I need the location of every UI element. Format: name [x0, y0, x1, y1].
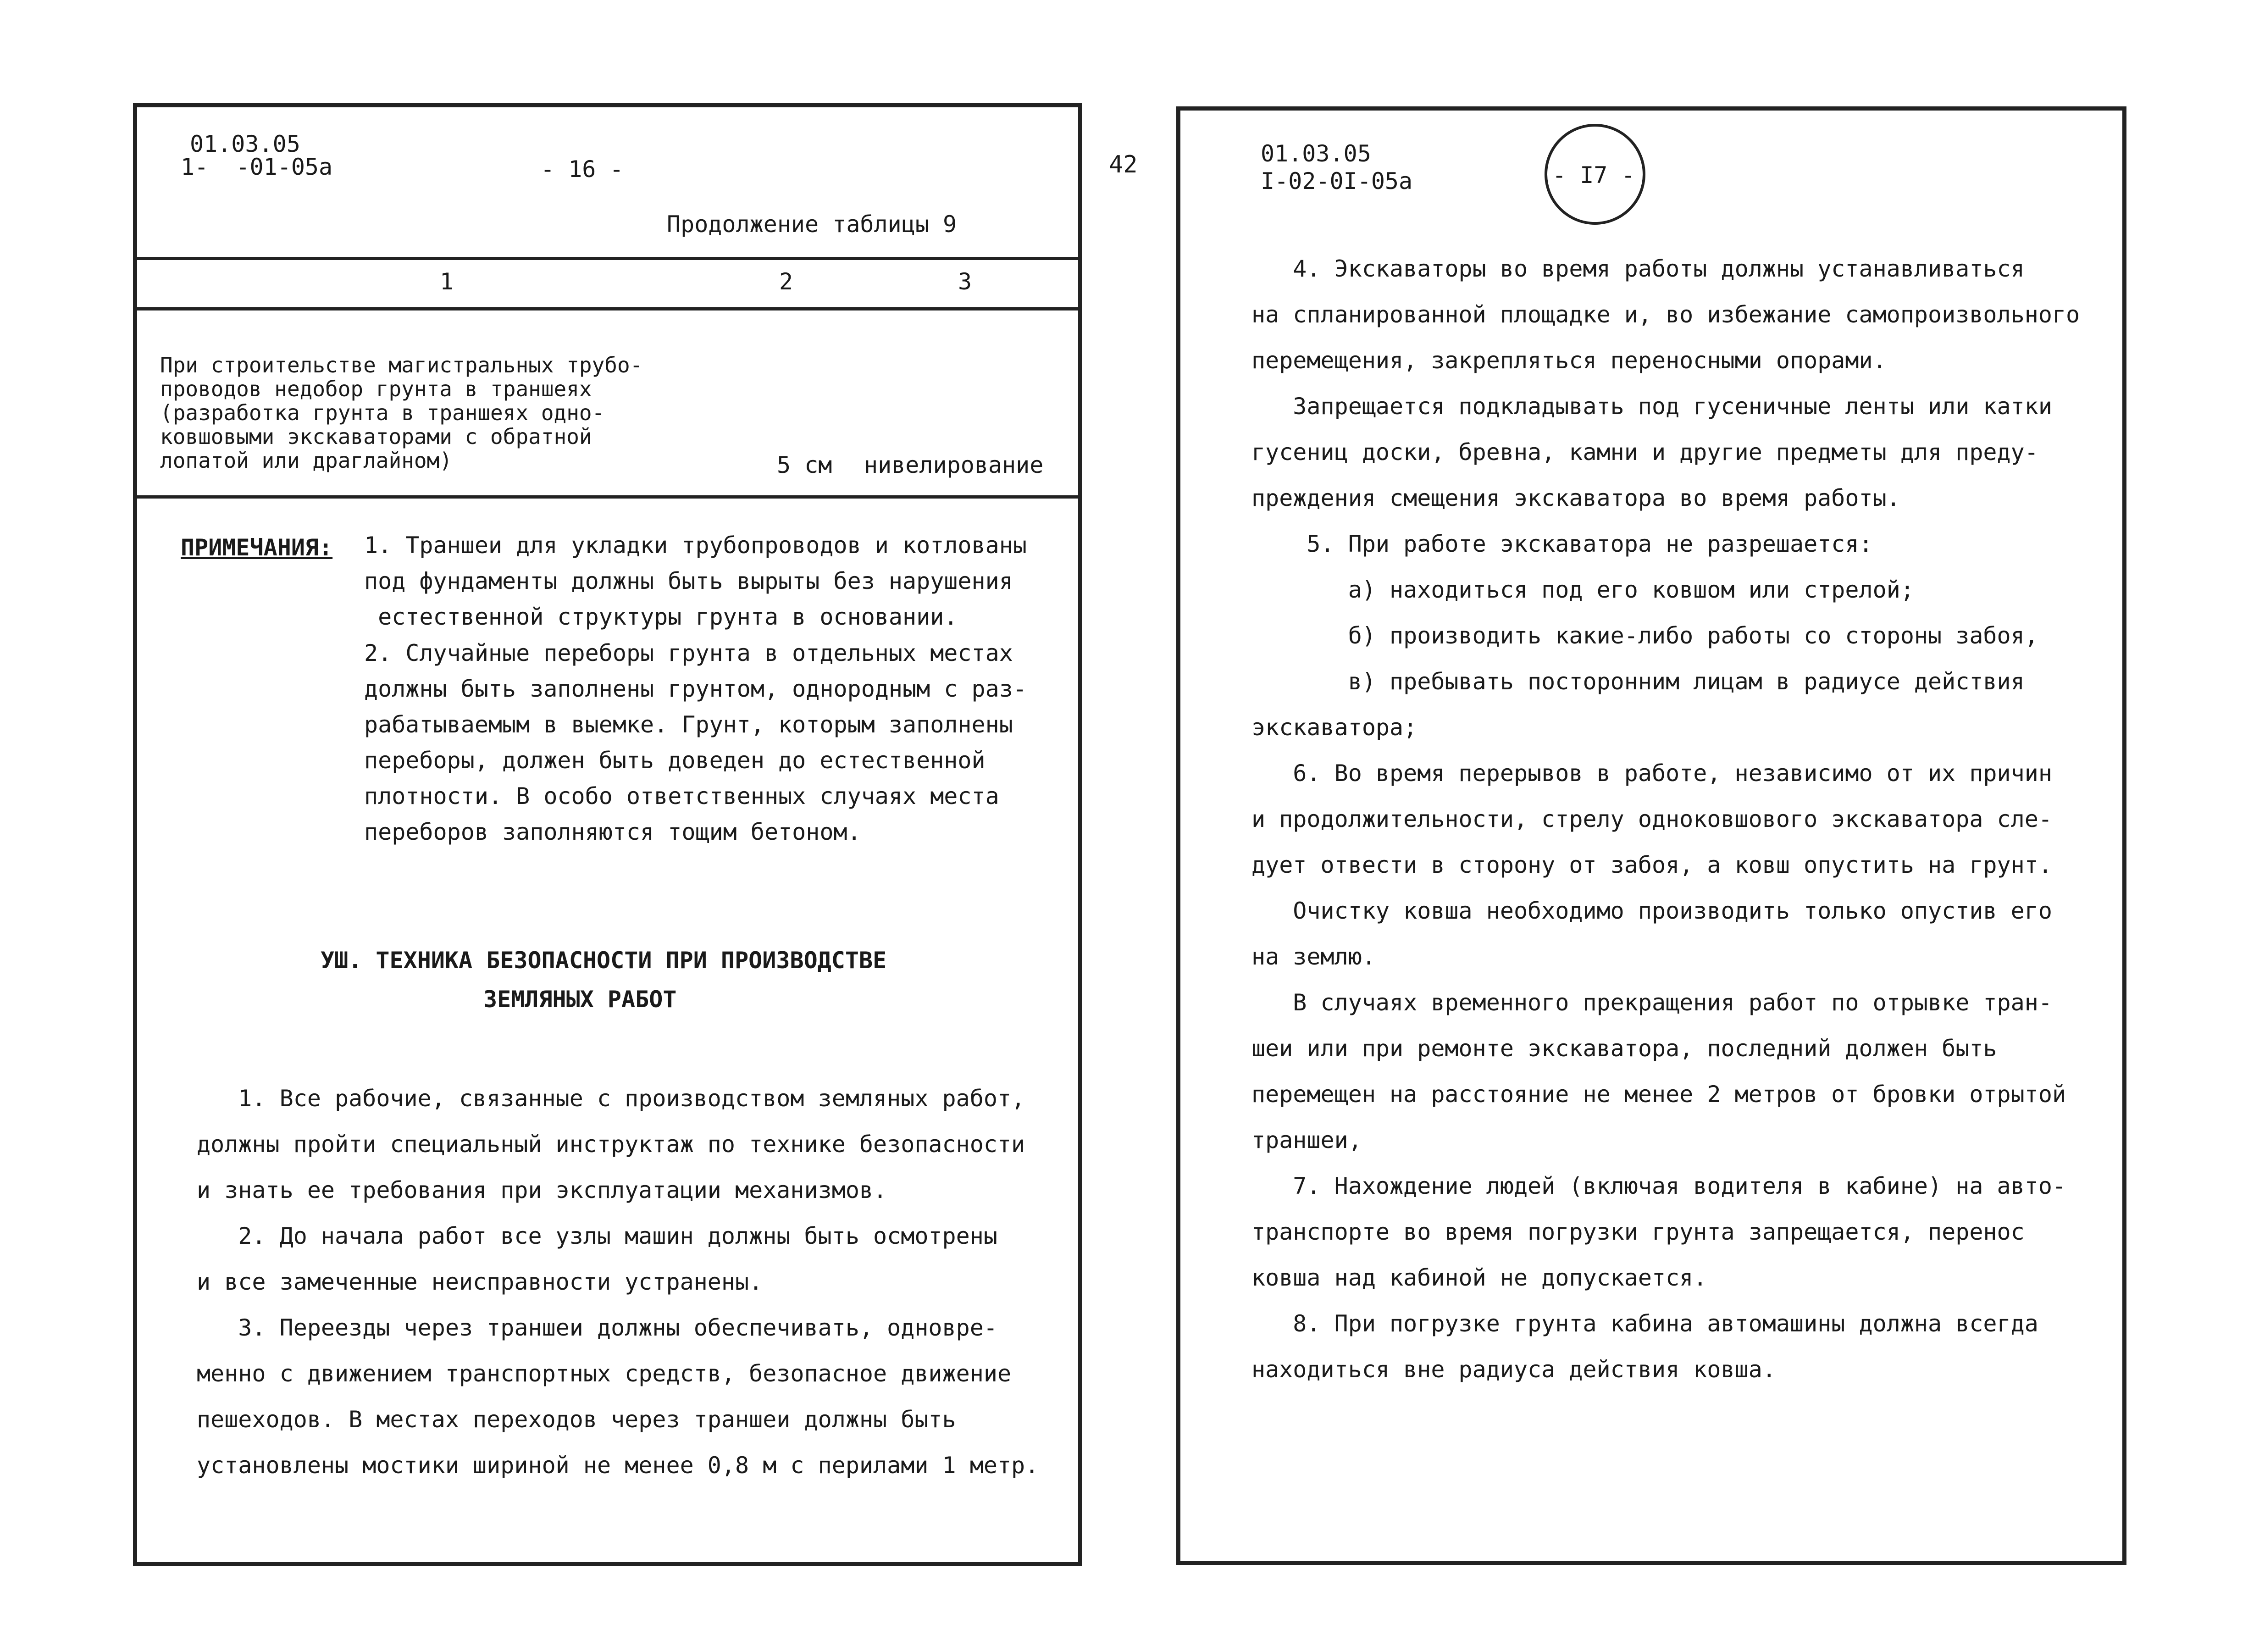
- table-header-col3: 3: [958, 268, 972, 295]
- table-header-col1: 1: [440, 268, 454, 295]
- table-bottom-rule: [137, 495, 1078, 499]
- section-title-line2: ЗЕМЛЯНЫХ РАБОТ: [483, 986, 677, 1013]
- table-top-rule: [137, 257, 1078, 260]
- table-row-col2: 5 см: [777, 452, 832, 478]
- right-body-text: 4. Экскаваторы во время работы должны устанавливаться на спланированной площадке и, во избежание самопроизвольного перемещения, закрепляться переносными опорами. Запрещается подкладывать под гусеничные ленты или катки гусениц доски, бревна, камни и другие предметы для преду- преждения смещения экскаватора во время работы. 5. При работе экскаватора не разрешается: а) находиться под его ковшом или стрелой; б) производить какие-либо работы со стороны забоя, в) пребывать посторонним лицам в радиусе действия экскаватора; 6. Во время перерывов в работе, независимо от их причин и продолжительности, стрелу одноковшового экскаватора сле- дует отвести в сторону от забоя, а ковш опустить на грунт. Очистку ковша необходимо производить только опустив его на землю. В случаях временного прекращения работ по отрывке тран- шеи или при ремонте экскаватора, последний должен быть перемещен на расстояние не менее 2 метров от бровки отрытой траншеи, 7. Нахождение людей (включая водителя в кабине) на авто- транспорте во время погрузки грунта запрещается, перенос ковша над кабиной не допускается. 8. При погрузке грунта кабина автомашины должна всегда находиться вне радиуса действия ковша.: [1251, 255, 2080, 1383]
- notes-label: ПРИМЕЧАНИЯ:: [181, 534, 333, 561]
- note-1: 1. Траншеи для укладки трубопроводов и котлованы под фундаменты должны быть вырыты без нарушения естественной структуры грунта в основании.: [364, 532, 1027, 630]
- note-2: 2. Случайные переборы грунта в отдельных местах должны быть заполнены грунтом, однородным с раз- рабатываемым в выемке. Грунт, которым заполнены переборы, должен быть доведен до естественной плотности. В особо ответственных случаях места переборов заполняются тощим бетоном.: [364, 640, 1027, 845]
- doc-code-2: 1- -01-05a: [181, 154, 333, 180]
- table-header-col2: 2: [779, 268, 793, 295]
- page-number: - 16 -: [541, 156, 624, 183]
- table-header-rule: [137, 307, 1078, 310]
- doc-code-1: 01.03.05: [190, 131, 300, 157]
- table-row-col3: нивелирование: [864, 452, 1044, 478]
- section-title-line1: УШ. ТЕХНИКА БЕЗОПАСНОСТИ ПРИ ПРОИЗВОДСТВЕ: [321, 947, 887, 974]
- page-number: - I7 -: [1552, 162, 1635, 188]
- left-page: [133, 103, 1082, 1566]
- doc-code-1: 01.03.05: [1261, 140, 1371, 167]
- doc-code-2: I-02-0I-05a: [1261, 168, 1413, 194]
- left-body-text: 1. Все рабочие, связанные с производством земляных работ, должны пройти специальный инструктаж по технике безопасности и знать ее требования при эксплуатации механизмов. 2. До начала работ все узлы машин должны быть осмотрены и все замеченные неисправности устранены. 3. Переезды через траншеи должны обеспечивать, одновре- менно с движением транспортных средств, безопасное движение пешеходов. В местах переходов через траншеи должны быть установлены мостики шириной не менее 0,8 м с перилами 1 метр.: [197, 1085, 1039, 1479]
- table-continuation: Продолжение таблицы 9: [667, 211, 957, 238]
- sheet-number: 42: [1109, 151, 1138, 178]
- right-page: [1176, 106, 2126, 1565]
- table-row-text: При строительстве магистральных трубо- проводов недобор грунта в траншеях (разработка грунта в траншеях одно- ковшовыми экскаваторами с обратной лопатой или драглайном): [160, 353, 643, 473]
